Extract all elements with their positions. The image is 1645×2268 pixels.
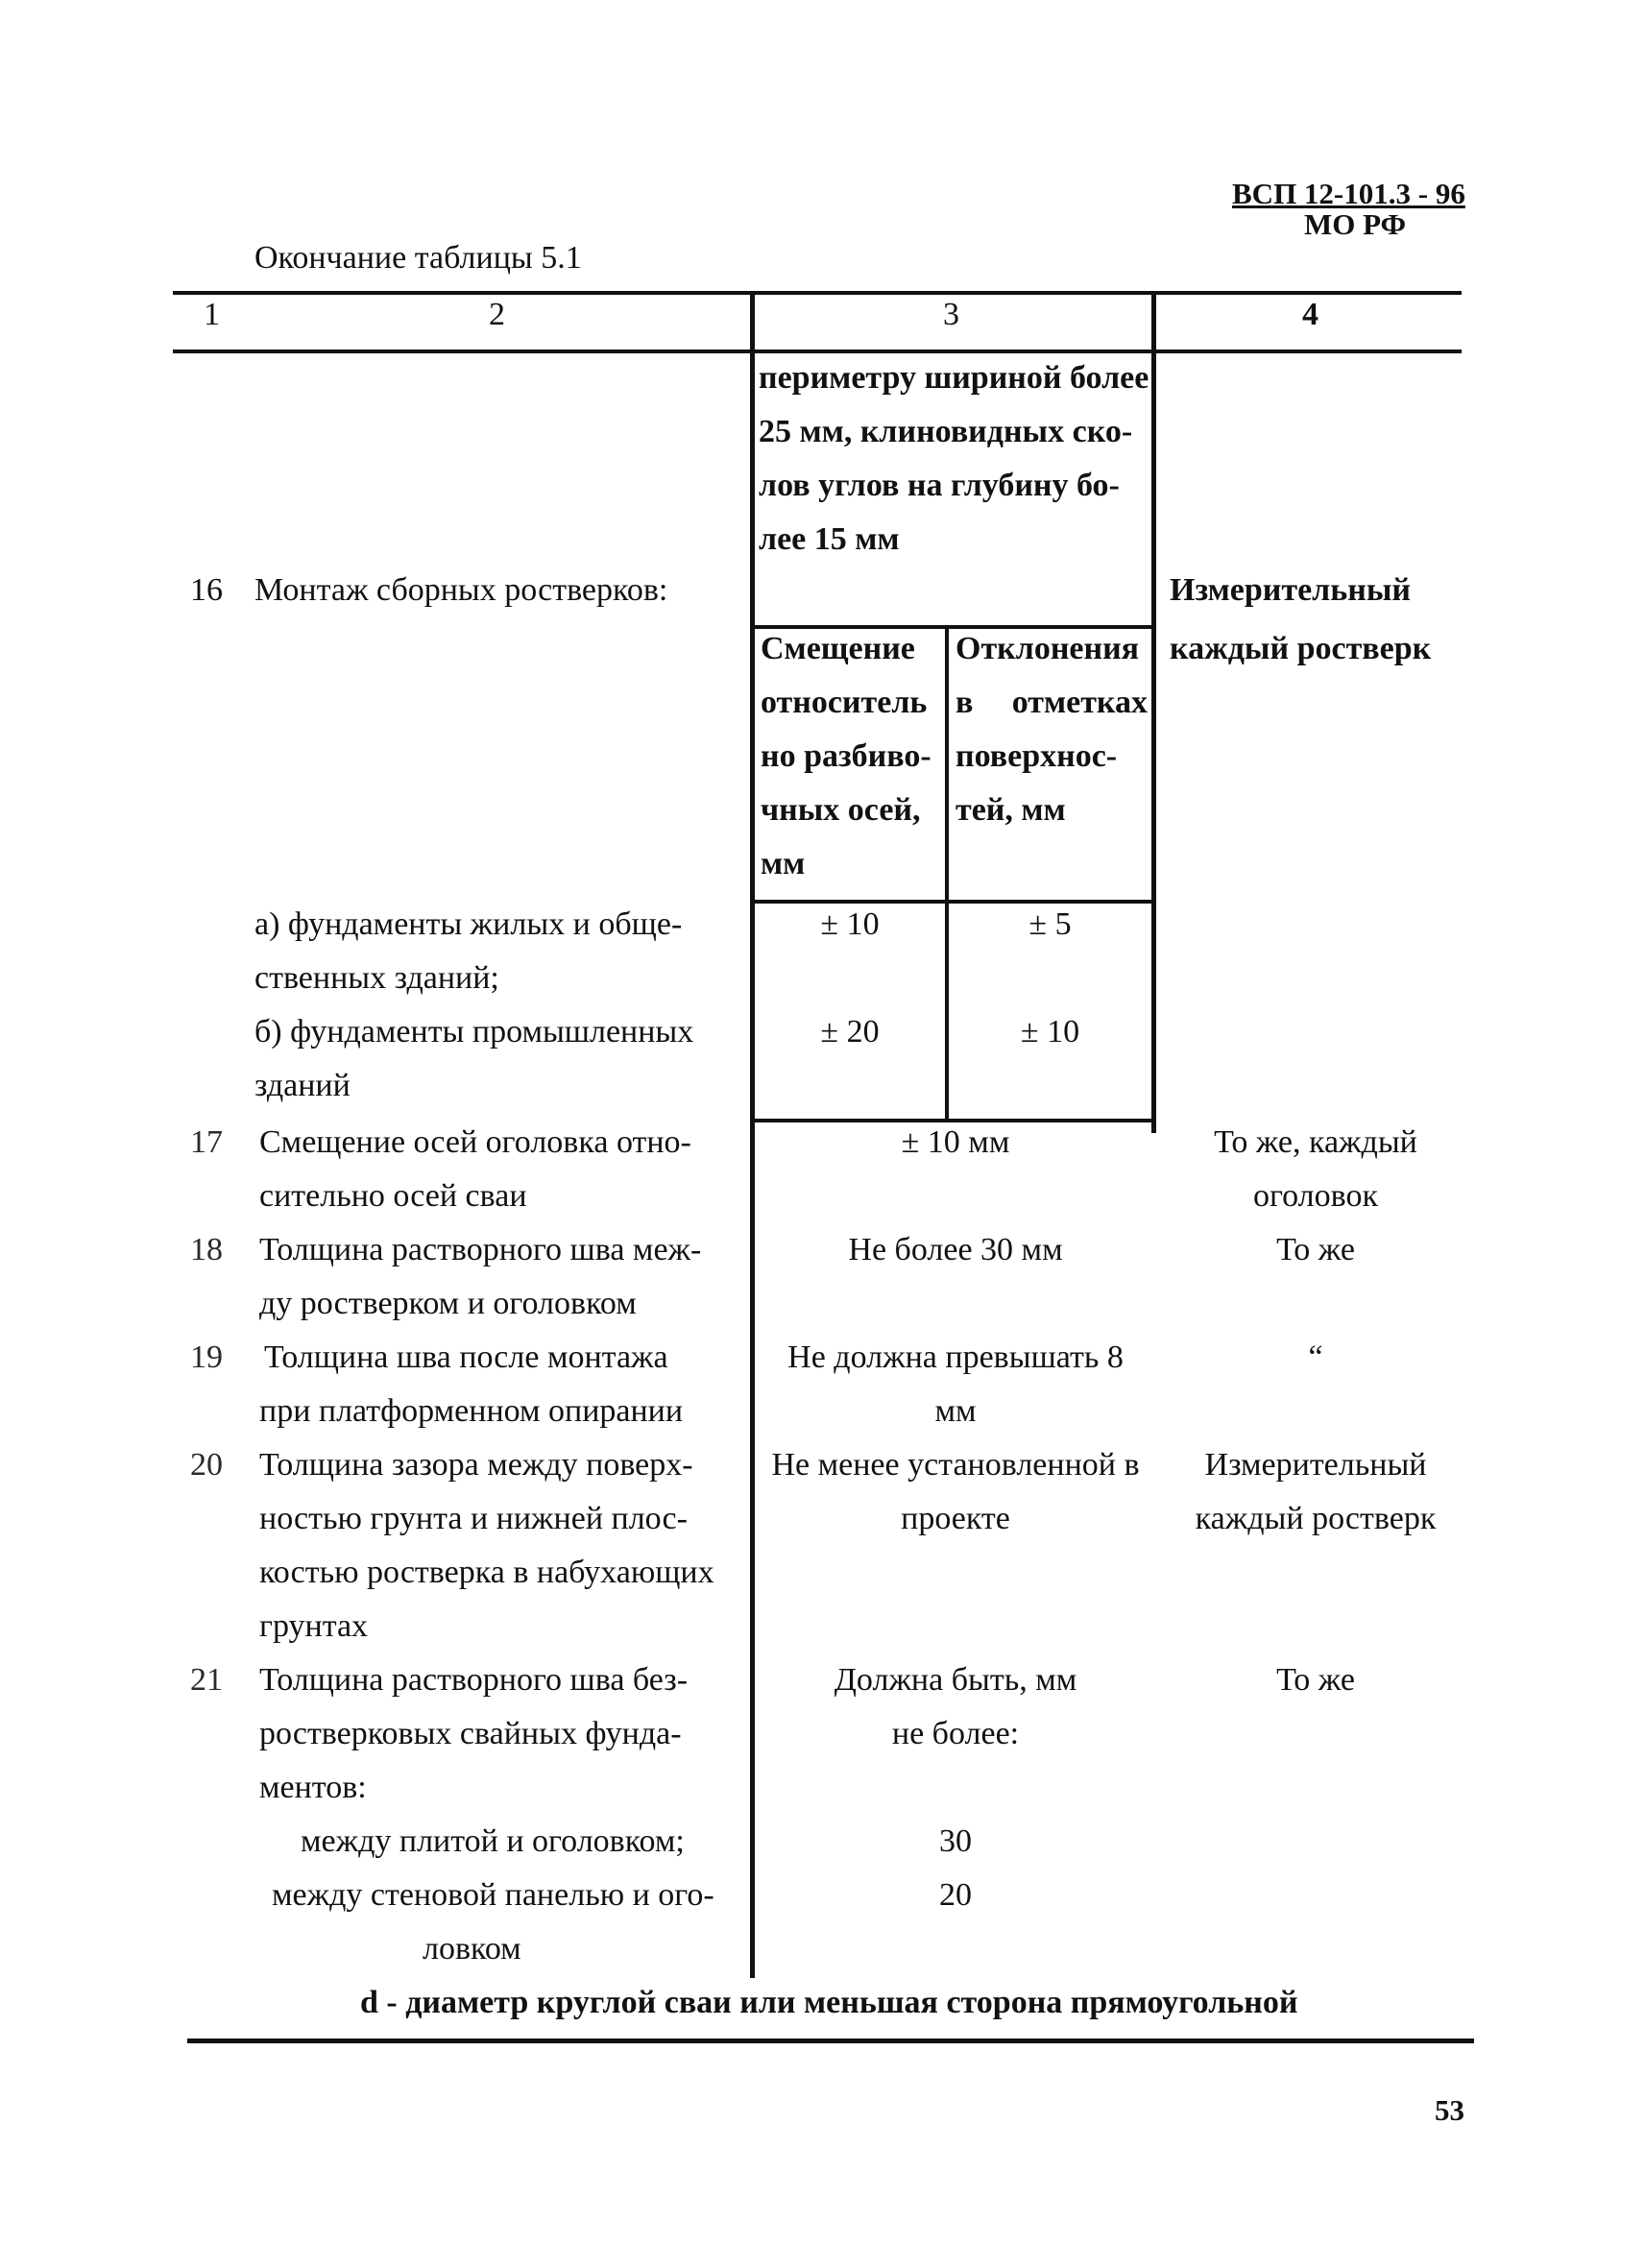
subheader-deviation: поверхнос- (956, 738, 1118, 774)
check-method: Измерительный (1204, 1447, 1427, 1483)
row-text: между стеновой панелью и ого- (272, 1877, 714, 1913)
subheader-deviation: тей, мм (956, 792, 1066, 828)
subheader-deviation: Отклонения (956, 631, 1140, 666)
tolerance-value: Должна быть, мм (834, 1662, 1077, 1698)
row-text: Толщина растворного шва без- (259, 1662, 689, 1698)
subheader-offset: но разбиво- (761, 738, 931, 774)
row-title: Монтаж сборных ростверков: (254, 572, 668, 608)
continued-text-line: лов углов на глубину бо- (759, 468, 1120, 503)
row-text: Смещение осей оголовка отно- (259, 1124, 691, 1160)
item-b-text: б) фундаменты промышленных (254, 1014, 694, 1050)
row-number: 16 (190, 572, 223, 608)
item-a-deviation-value: ± 5 (1028, 906, 1072, 942)
row-text: грунтах (259, 1608, 369, 1644)
tolerance-value: 20 (939, 1877, 972, 1913)
tolerance-value: проекте (901, 1501, 1010, 1536)
column-header-2: 2 (489, 297, 505, 332)
footnote: d - диаметр круглой сваи или меньшая сторона прямоугольной (360, 1985, 1298, 2020)
row-text: ловком (423, 1931, 521, 1966)
item-a-offset-value: ± 10 (820, 906, 880, 942)
row-number: 17 (190, 1124, 223, 1160)
continued-text-line: 25 мм, клиновидных ско- (759, 414, 1133, 449)
page-number: 53 (1435, 2093, 1464, 2127)
row-text: Толщина зазора между поверх- (259, 1447, 693, 1483)
row-text: при платформенном опирании (259, 1393, 684, 1429)
tolerance-value: Не менее установленной в (771, 1447, 1140, 1483)
item-b-offset-value: ± 20 (820, 1014, 880, 1050)
item-a-text: а) фундаменты жилых и обще- (254, 906, 683, 942)
check-method: Измерительный (1170, 572, 1411, 608)
tolerance-value: ± 10 мм (901, 1124, 1010, 1160)
tolerance-value: не более: (891, 1716, 1020, 1751)
column-header-1: 1 (204, 297, 220, 332)
subheader-offset: Смещение (761, 631, 915, 666)
subheader-deviation-word: в (956, 685, 974, 720)
organization: МО РФ (1304, 207, 1407, 241)
row-number: 21 (190, 1662, 223, 1698)
row-number: 19 (190, 1339, 223, 1375)
row-text: ростверковых свайных фунда- (259, 1716, 682, 1751)
tolerance-value: Не более 30 мм (848, 1232, 1063, 1267)
item-b-text: зданий (254, 1068, 351, 1103)
table-caption: Окончание таблицы 5.1 (254, 240, 582, 276)
row-number: 20 (190, 1447, 223, 1483)
table-bottom-rule (187, 2039, 1474, 2043)
tolerance-value: 30 (939, 1823, 972, 1859)
row-text: Толщина растворного шва меж- (259, 1232, 702, 1267)
check-method: каждый ростверк (1170, 631, 1432, 666)
ditto-mark: “ (1308, 1339, 1323, 1375)
row-text: сительно осей сваи (259, 1178, 527, 1214)
check-method: То же (1276, 1662, 1355, 1698)
item-a-text: ственных зданий; (254, 960, 499, 996)
row-text: ностью грунта и нижней плос- (259, 1501, 688, 1536)
row-text: ду ростверком и оголовком (259, 1286, 637, 1321)
row-text: Толщина шва после монтажа (264, 1339, 668, 1375)
column-header-4: 4 (1302, 297, 1318, 332)
subheader-offset: чных осей, (761, 792, 921, 828)
row-text: костью ростверка в набухающих (259, 1555, 714, 1590)
item-b-deviation-value: ± 10 (1020, 1014, 1080, 1050)
continued-text-line: лее 15 мм (759, 521, 900, 557)
col3-right-rule (1151, 293, 1156, 1133)
continued-text-line: периметру шириной более (759, 360, 1149, 396)
document-code: ВСП 12-101.3 - 96 (1232, 177, 1465, 210)
table-top-rule (173, 291, 1462, 295)
check-method: То же (1276, 1232, 1355, 1267)
subheader-offset: мм (761, 846, 806, 881)
column-header-3: 3 (943, 297, 959, 332)
subheader-deviation (956, 676, 1148, 730)
row-number: 18 (190, 1232, 223, 1267)
check-method: оголовок (1253, 1178, 1378, 1214)
row-text: ментов: (259, 1770, 367, 1805)
subheader-deviation-word: отметках (1011, 685, 1148, 720)
tolerance-value: Не должна превышать 8 (787, 1339, 1124, 1375)
row-text: между плитой и оголовком; (301, 1823, 685, 1859)
check-method: каждый ростверк (1195, 1501, 1437, 1536)
subheader-offset: относитель (761, 685, 928, 720)
tolerance-value: мм (934, 1393, 977, 1429)
check-method: То же, каждый (1214, 1124, 1417, 1160)
